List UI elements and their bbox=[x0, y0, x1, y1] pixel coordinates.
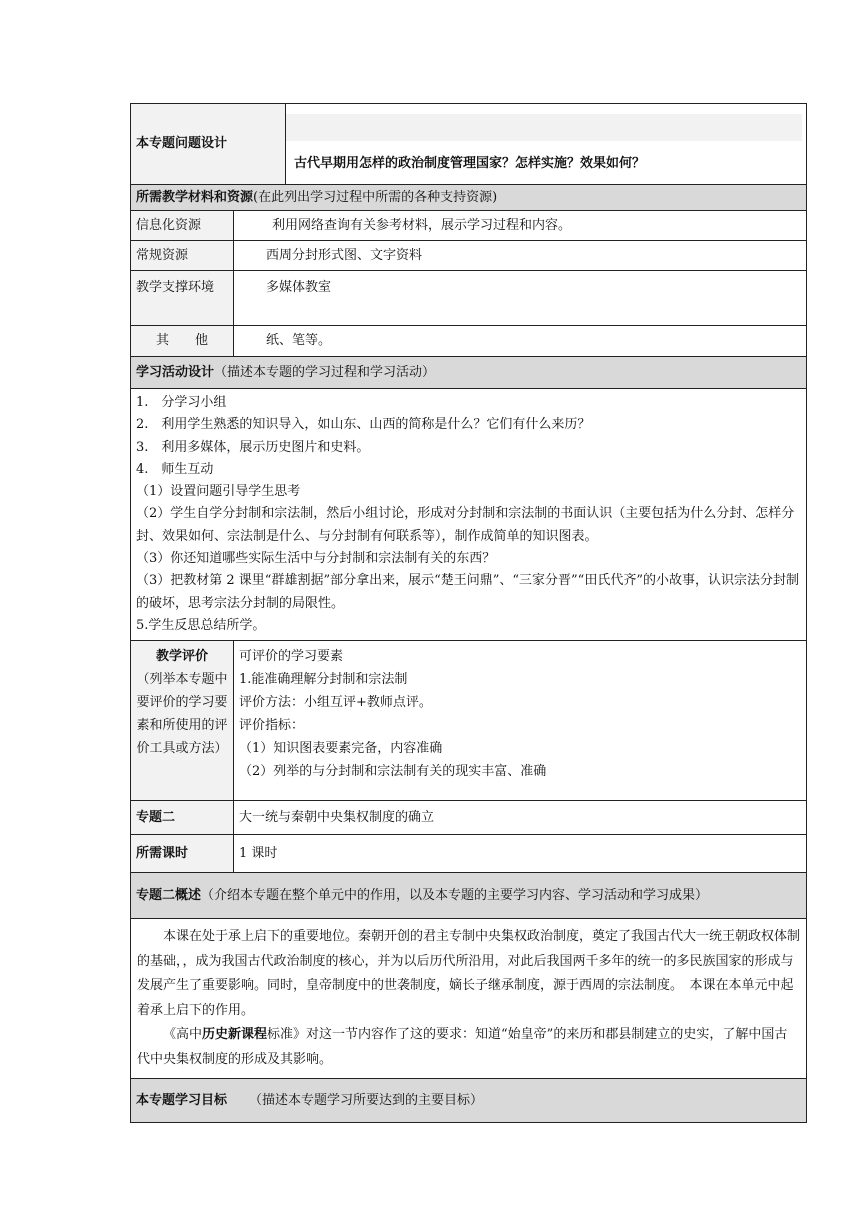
activities-list bbox=[131, 389, 807, 641]
activity-item: （3）你还知道哪些实际生活中与分封制和宗法制有关的东西？ bbox=[136, 551, 496, 567]
evaluation-line: （1）知识图表要素完备，内容准确 bbox=[239, 741, 443, 757]
evaluation-line: 评价方法：小组互评+教师点评。 bbox=[239, 695, 432, 711]
resource-row-environment bbox=[131, 271, 807, 326]
resource-value-environment: 多媒体教室 bbox=[234, 271, 807, 326]
activities-list-row bbox=[131, 389, 807, 641]
resource-label-digital: 信息化资源 bbox=[131, 211, 234, 241]
resource-row-other bbox=[131, 326, 807, 357]
overview-paragraph-2-bold: 历史新课程 bbox=[202, 1027, 268, 1043]
resources-heading-note: (在此列出学习过程中所需的各种支持资源) bbox=[253, 189, 498, 205]
evaluation-label-note: （列举本专题中要评价的学习要素和所使用的评价工具或方法） bbox=[136, 672, 228, 757]
overview-paragraph-1: 本课在处于承上启下的重要地位。秦朝开创的君主专制中央集权政治制度，奠定了我国古代大一统王朝政权体制的基础，，成为我国古代政治制度的核心，并为以后历代所沿用，对此后我国两千多年的统一的多民族国家的形成与发展产生了重要影响。同时，皇帝制度中的世袭制度，嫡长子继承制度，源于西周的宗法制度。 本课在本单元中起着承上启下的作用。 bbox=[137, 929, 801, 1018]
overview-paragraph-2 bbox=[137, 1023, 800, 1072]
goals-heading-title: 本专题学习目标 bbox=[136, 1092, 228, 1108]
resource-row-digital bbox=[131, 211, 807, 241]
topic2-value: 大一统与秦朝中央集权制度的确立 bbox=[234, 801, 807, 835]
evaluation-line: 评价指标： bbox=[239, 718, 305, 734]
overview-heading bbox=[131, 873, 807, 919]
activity-item: （2）学生自学分封制和宗法制，然后小组讨论，形成对分封制和宗法制的书面认识（主要包括为什么分封、怎样分封、效果如何、宗法制是什么、与分封制有何联系等），制作成简单的知识图表。 bbox=[136, 506, 795, 544]
resource-label-conventional: 常规资源 bbox=[131, 241, 234, 271]
lesson-plan-table bbox=[130, 103, 807, 1123]
goals-heading-row bbox=[131, 1079, 807, 1123]
overview-paragraph-2-c: 标准》对这一节内容作了这的要求：知道“始皇帝”的来历和郡县制建立的史实，了解中国古代中央集权制度的形成及其影响。 bbox=[137, 1027, 788, 1067]
hours-row bbox=[131, 835, 807, 873]
hours-value: 1 课时 bbox=[234, 835, 807, 873]
goals-heading bbox=[131, 1079, 807, 1123]
question-design-row bbox=[131, 104, 807, 185]
activities-heading-row bbox=[131, 357, 807, 389]
activity-item: （3）把教材第 2 课里“群雄割据”部分拿出来，展示“楚王问鼎”、“三家分晋”“田氏代齐”的小故事，认识宗法分封制的破坏，思考宗法分封制的局限性。 bbox=[136, 573, 799, 611]
resources-heading bbox=[131, 185, 807, 211]
question-design-cell bbox=[286, 104, 807, 185]
overview-body-row bbox=[131, 919, 807, 1079]
activity-item: （1）设置问题引导学生思考 bbox=[136, 484, 301, 500]
resources-heading-row bbox=[131, 185, 807, 211]
activity-item: 2. 利用学生熟悉的知识导入，如山东、山西的简称是什么？它们有什么来历？ bbox=[136, 417, 591, 433]
activity-item: 3. 利用多媒体，展示历史图片和史料。 bbox=[136, 439, 370, 455]
resources-heading-title: 所需教学材料和资源 bbox=[136, 189, 254, 205]
resource-value-conventional: 西周分封形式图、文字资料 bbox=[234, 241, 807, 271]
evaluation-label-title: 教学评价 bbox=[155, 649, 208, 665]
activities-heading-title: 学习活动设计 bbox=[136, 364, 215, 380]
activity-item: 4. 师生互动 bbox=[136, 461, 214, 477]
resource-label-environment: 教学支撑环境 bbox=[131, 271, 234, 326]
topic2-label: 专题二 bbox=[131, 801, 234, 835]
evaluation-row bbox=[131, 641, 807, 801]
goals-heading-note: （描述本专题学习所要达到的主要目标） bbox=[249, 1092, 484, 1108]
activity-item: 1. 分学习小组 bbox=[136, 395, 227, 410]
activity-item: 5.学生反思总结所学。 bbox=[136, 617, 266, 633]
resource-row-conventional bbox=[131, 241, 807, 271]
question-design-text: 古代早期用怎样的政治制度管理国家？怎样实施？效果如何？ bbox=[294, 156, 646, 171]
overview-heading-row bbox=[131, 873, 807, 919]
lesson-plan-document bbox=[130, 103, 806, 1123]
overview-heading-note: （介绍本专题在整个单元中的作用，以及本专题的主要学习内容、学习活动和学习成果） bbox=[201, 887, 709, 903]
evaluation-line: 可评价的学习要素 bbox=[239, 649, 344, 665]
evaluation-content bbox=[234, 641, 807, 801]
evaluation-line: （2）列举的与分封制和宗法制有关的现实丰富、准确 bbox=[239, 764, 547, 780]
hours-label: 所需课时 bbox=[131, 835, 234, 873]
evaluation-label bbox=[131, 641, 234, 801]
activities-heading-note: （描述本专题的学习过程和学习活动） bbox=[214, 364, 436, 380]
activities-heading bbox=[131, 357, 807, 389]
overview-paragraph-2-a: 《高中 bbox=[163, 1027, 203, 1043]
overview-body bbox=[131, 919, 807, 1079]
resource-value-digital: 利用网络查询有关参考材料，展示学习过程和内容。 bbox=[234, 211, 807, 241]
question-design-label: 本专题问题设计 bbox=[131, 104, 286, 185]
topic2-row bbox=[131, 801, 807, 835]
resource-label-other: 其 他 bbox=[131, 326, 234, 357]
overview-heading-title: 专题二概述 bbox=[136, 887, 202, 903]
resource-value-other: 纸、笔等。 bbox=[234, 326, 807, 357]
evaluation-line: 1.能准确理解分封制和宗法制 bbox=[239, 672, 408, 688]
